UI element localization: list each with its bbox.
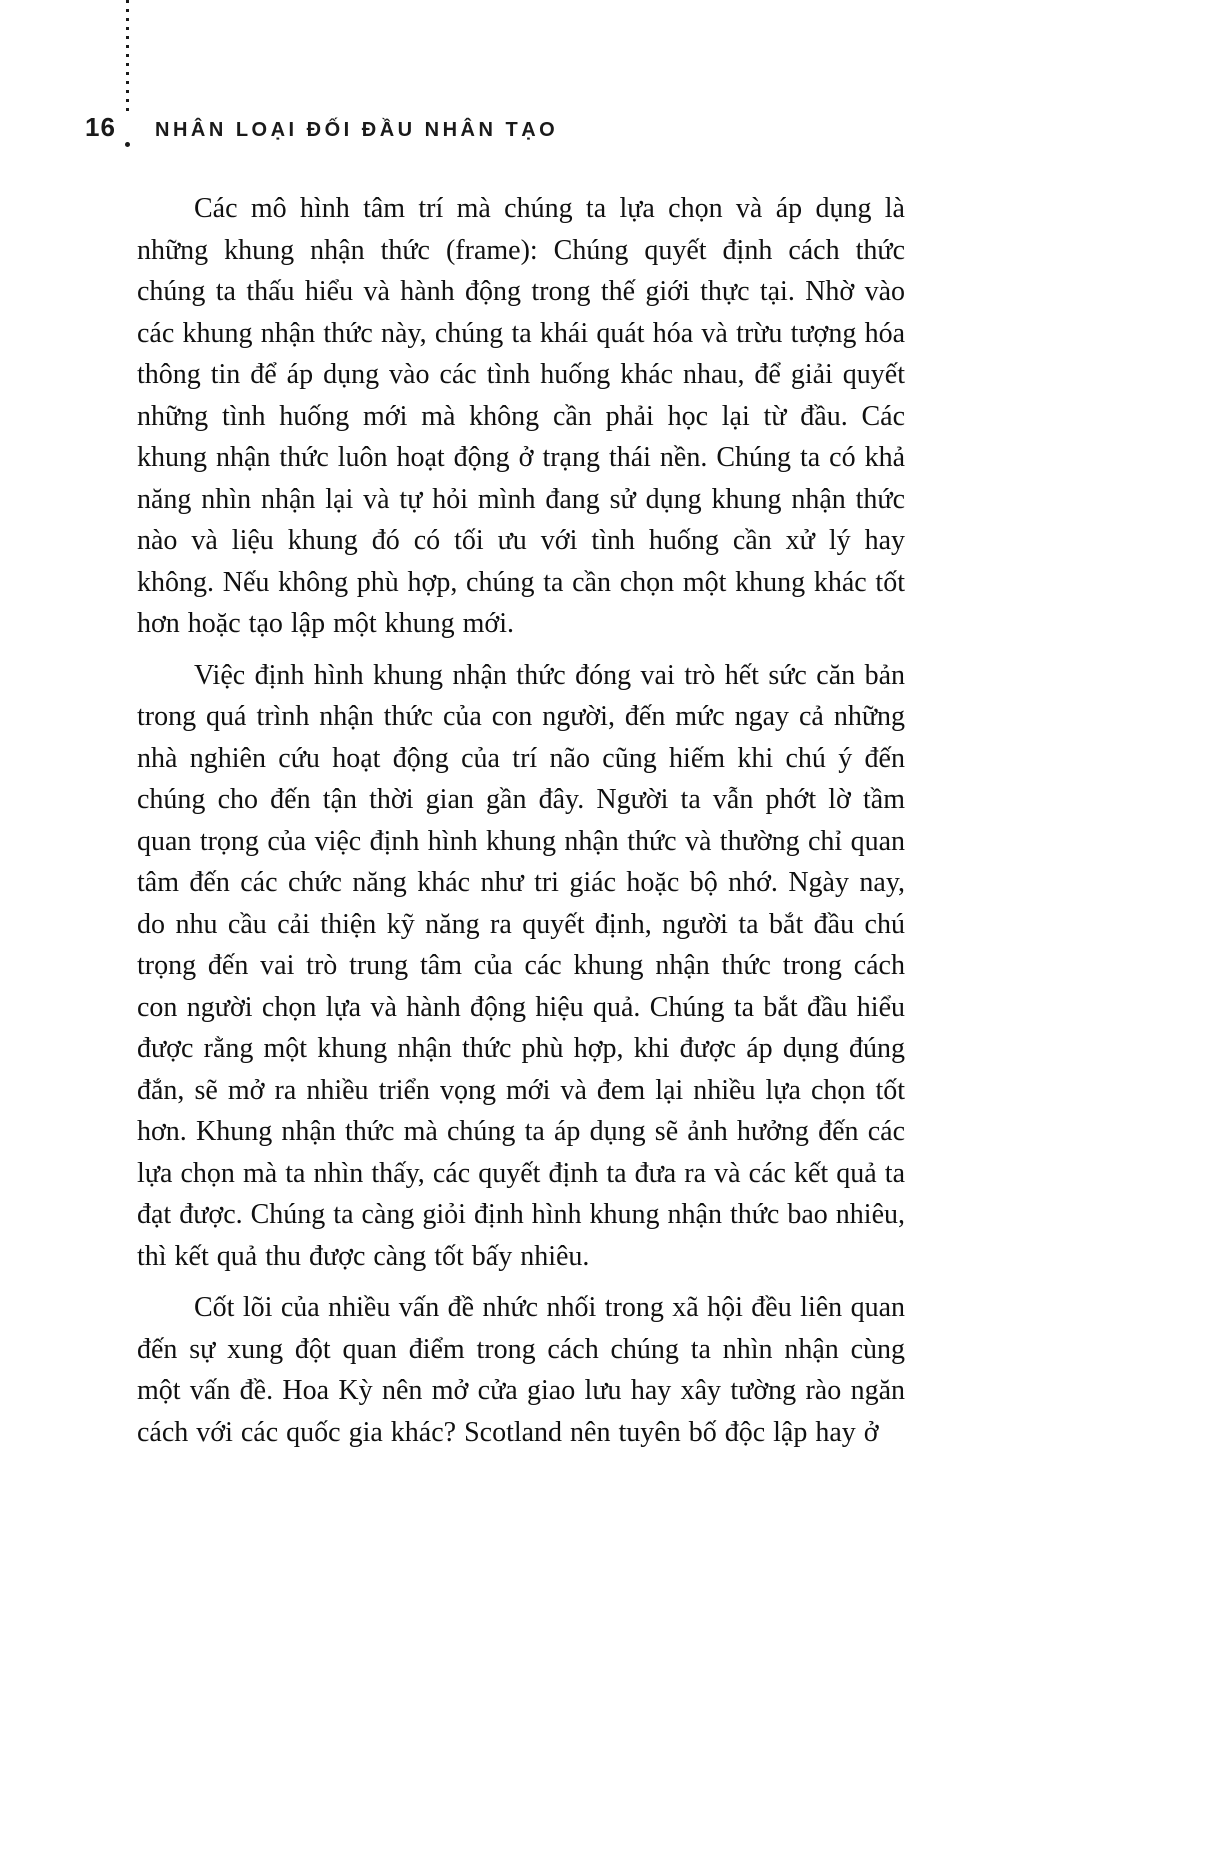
page-number: 16 — [85, 112, 116, 142]
body-text — [137, 188, 905, 1463]
paragraph: Cốt lõi của nhiều vấn đề nhức nhối trong xã hội đều liên quan đến sự xung đột quan điểm trong cách chúng ta nhìn nhận cùng một vấn đề. Hoa Kỳ nên mở cửa giao lưu hay xây tường rào ngăn cách với các quốc gia khác? Scotland nên tuyên bố độc lập hay ở — [137, 1292, 905, 1448]
paragraph: Việc định hình khung nhận thức đóng vai trò hết sức căn bản trong quá trình nhận thức của con người, đến mức ngay cả những nhà nghiên cứu hoạt động của trí não cũng hiếm khi chú ý đến chúng cho đến tận thời gian gần đây. Người ta vẫn phớt lờ tầm quan trọng của việc định hình khung nhận thức và thường chỉ quan tâm đến các chức năng khác như tri giác hoặc bộ nhớ. Ngày nay, do nhu cầu cải thiện kỹ năng ra quyết định, người ta bắt đầu chú trọng đến vai trò trung tâm của các khung nhận thức trong cách con người chọn lựa và hành động hiệu quả. Chúng ta bắt đầu hiểu được rằng một khung nhận thức phù hợp, khi được áp dụng đúng đắn, sẽ mở ra nhiều triển vọng mới và đem lại nhiều lựa chọn tốt hơn. Khung nhận thức mà chúng ta áp dụng sẽ ảnh hưởng đến các lựa chọn mà ta nhìn thấy, các quyết định ta đưa ra và các kết quả ta đạt được. Chúng ta càng giỏi định hình khung nhận thức bao nhiêu, thì kết quả thu được càng tốt bấy nhiêu. — [137, 659, 905, 1272]
paragraph: Các mô hình tâm trí mà chúng ta lựa chọn và áp dụng là những khung nhận thức (frame): Chúng quyết định cách thức chúng ta thấu hiểu và hành động trong thế giới thực tại. Nhờ vào các khung nhận thức này, chúng ta khái quát hóa và trừu tượng hóa thông tin để áp dụng vào các tình huống khác nhau, để giải quyết những tình huống mới mà không cần phải học lại từ đầu. Các khung nhận thức luôn hoạt động ở trạng thái nền. Chúng ta có khả năng nhìn nhận lại và tự hỏi mình đang sử dụng khung nhận thức nào và liệu khung đó có tối ưu với tình huống cần xử lý hay không. Nếu không phù hợp, chúng ta cần chọn một khung khác tốt hơn hoặc tạo lập một khung mới. — [137, 193, 905, 639]
chapter-title: NHÂN LOẠI ĐỐI ĐẦU NHÂN TẠO — [155, 119, 559, 141]
running-header — [85, 112, 558, 143]
dotted-line-decoration — [126, 0, 129, 112]
